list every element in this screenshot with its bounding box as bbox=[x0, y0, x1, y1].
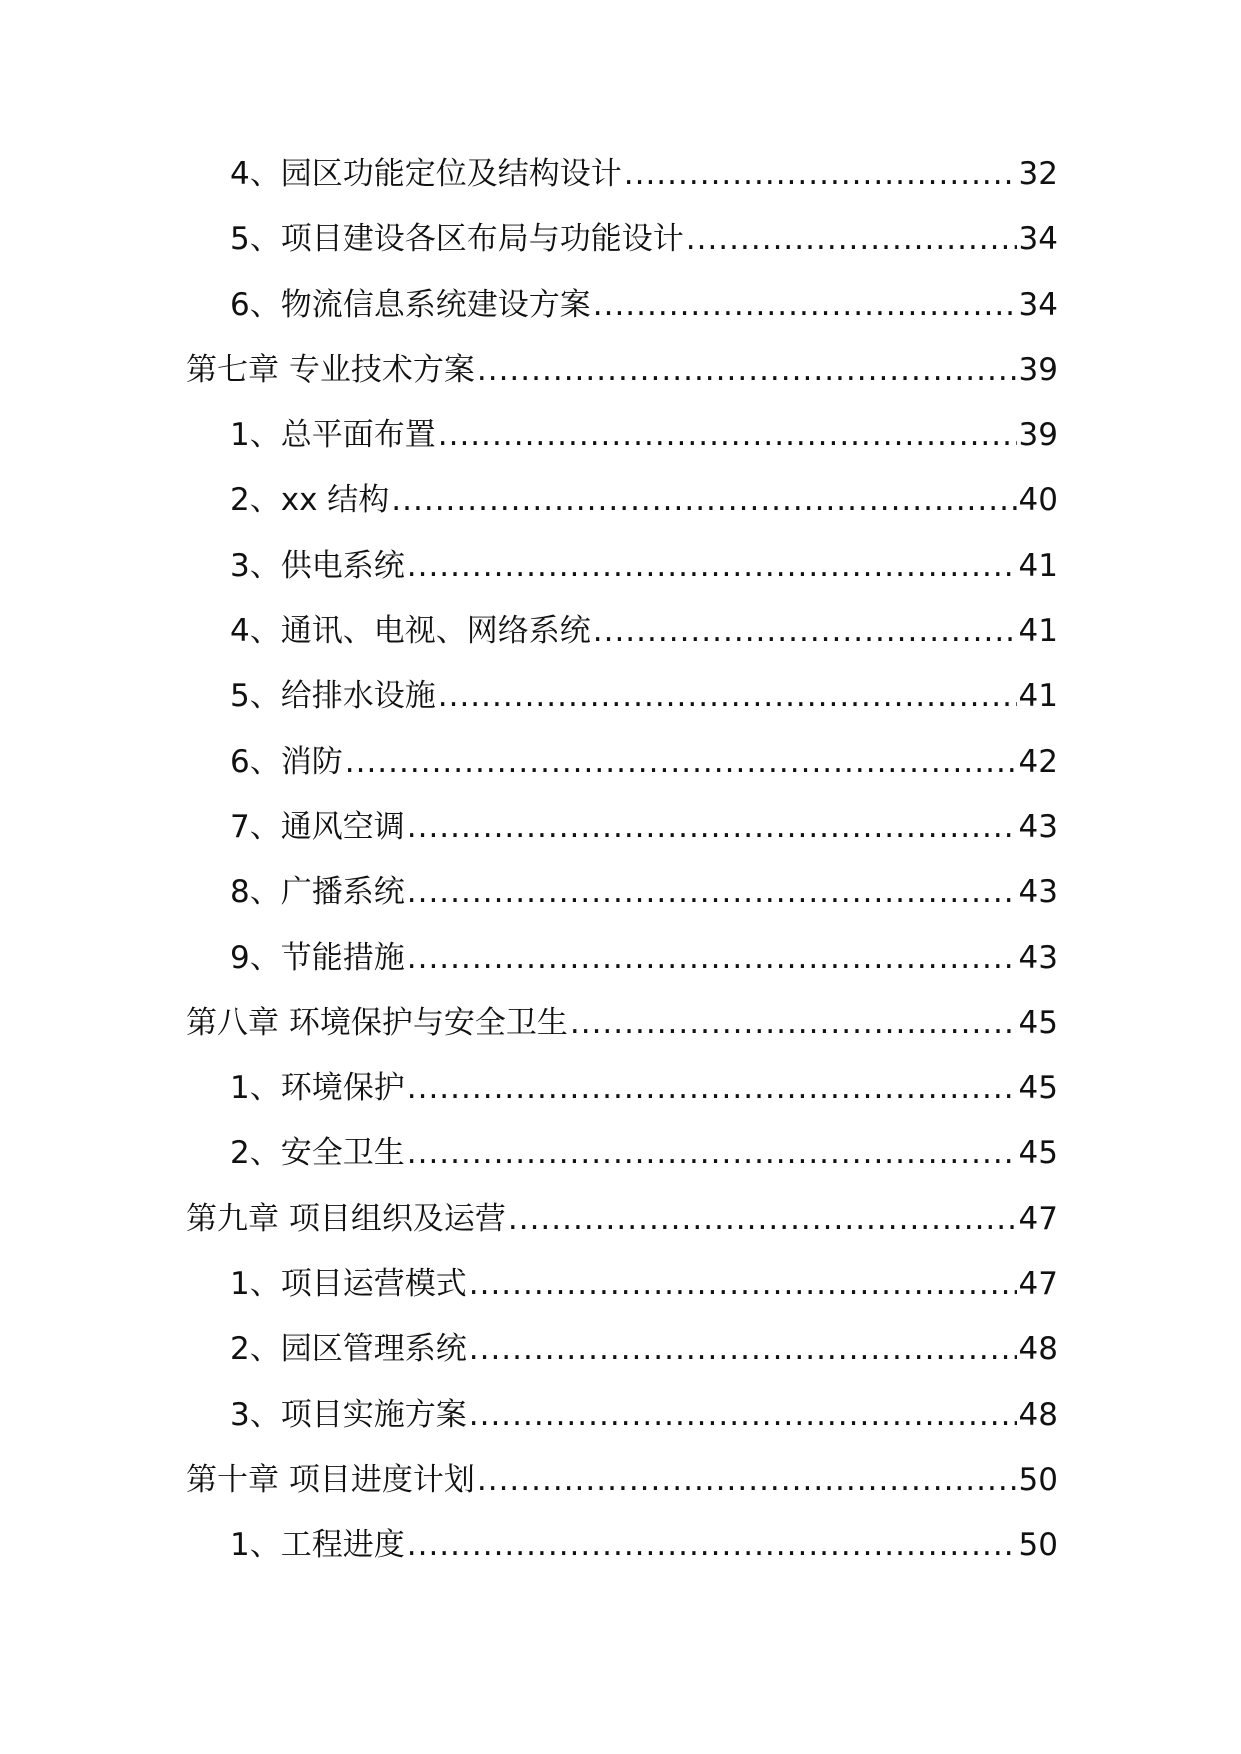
toc-entry[interactable] bbox=[0, 742, 1058, 807]
toc-entry-title: 第九章 项目组织及运营 bbox=[186, 1200, 506, 1237]
toc-entry-page: 45 bbox=[1018, 1004, 1058, 1041]
toc-dot-leader bbox=[469, 1264, 1017, 1304]
toc-dot-leader bbox=[407, 1525, 1017, 1565]
toc-entry-title: 2、xx 结构 bbox=[230, 482, 390, 519]
toc-entry[interactable] bbox=[0, 154, 1058, 219]
toc-entry-title: 1、工程进度 bbox=[230, 1527, 405, 1564]
toc-dot-leader bbox=[469, 1329, 1017, 1369]
toc-entry-title: 5、项目建设各区布局与功能设计 bbox=[230, 221, 684, 258]
toc-entry-title: 2、安全卫生 bbox=[230, 1135, 405, 1172]
toc-entry-page: 47 bbox=[1018, 1200, 1058, 1237]
toc-entry-title: 7、通风空调 bbox=[230, 808, 405, 845]
toc-entry-page: 39 bbox=[1018, 351, 1058, 388]
toc-dot-leader bbox=[686, 219, 1017, 259]
toc-dot-leader bbox=[477, 1460, 1017, 1500]
toc-dot-leader bbox=[407, 938, 1017, 978]
toc-entry-title: 5、给排水设施 bbox=[230, 678, 436, 715]
toc-entry-title: 8、广播系统 bbox=[230, 874, 405, 911]
toc-entry-page: 34 bbox=[1018, 221, 1058, 258]
toc-dot-leader bbox=[477, 350, 1017, 390]
toc-entry-page: 43 bbox=[1018, 874, 1058, 911]
toc-entry-page: 41 bbox=[1018, 678, 1058, 715]
toc-dot-leader bbox=[570, 1003, 1017, 1043]
toc-entry-title: 2、园区管理系统 bbox=[230, 1331, 467, 1368]
toc-entry-page: 32 bbox=[1018, 156, 1058, 192]
toc-entry-page: 48 bbox=[1018, 1331, 1058, 1368]
toc-entry-page: 41 bbox=[1018, 547, 1058, 584]
toc-entry[interactable] bbox=[0, 676, 1058, 741]
toc-entry[interactable] bbox=[0, 415, 1058, 480]
toc-dot-leader bbox=[407, 546, 1017, 586]
toc-entry-title: 1、总平面布置 bbox=[230, 417, 436, 454]
toc-entry-page: 34 bbox=[1018, 286, 1058, 323]
toc-entry-title: 第八章 环境保护与安全卫生 bbox=[186, 1004, 568, 1041]
toc-entry-page: 47 bbox=[1018, 1266, 1058, 1303]
toc-entry-page: 48 bbox=[1018, 1396, 1058, 1433]
toc-entry[interactable] bbox=[0, 1133, 1058, 1198]
toc-chapter-entry[interactable] bbox=[0, 1199, 1058, 1264]
toc-entry[interactable] bbox=[0, 219, 1058, 284]
toc-entry-title: 3、供电系统 bbox=[230, 547, 405, 584]
toc-entry-page: 45 bbox=[1018, 1135, 1058, 1172]
toc-entry[interactable] bbox=[0, 611, 1058, 676]
toc-dot-leader bbox=[407, 872, 1017, 912]
toc-entry-title: 6、物流信息系统建设方案 bbox=[230, 286, 591, 323]
toc-entry-title: 4、园区功能定位及结构设计 bbox=[230, 156, 622, 192]
toc-entry-page: 43 bbox=[1018, 808, 1058, 845]
toc-dot-leader bbox=[508, 1199, 1017, 1239]
toc-dot-leader bbox=[438, 415, 1017, 455]
toc-entry-title: 6、消防 bbox=[230, 743, 343, 780]
toc-entry[interactable] bbox=[0, 938, 1058, 1003]
toc-entry-page: 43 bbox=[1018, 939, 1058, 976]
toc-entry[interactable] bbox=[0, 1329, 1058, 1394]
toc-dot-leader bbox=[438, 676, 1017, 716]
toc-entry[interactable] bbox=[0, 872, 1058, 937]
toc-dot-leader bbox=[593, 611, 1017, 651]
toc-dot-leader bbox=[345, 742, 1017, 782]
toc-entry[interactable] bbox=[0, 1525, 1058, 1590]
toc-entry[interactable] bbox=[0, 285, 1058, 350]
toc-entry-title: 1、项目运营模式 bbox=[230, 1266, 467, 1303]
toc-entry[interactable] bbox=[0, 1395, 1058, 1460]
toc-dot-leader bbox=[407, 807, 1017, 847]
toc-entry-page: 39 bbox=[1018, 417, 1058, 454]
toc-entry[interactable] bbox=[0, 1264, 1058, 1329]
toc-entry-title: 4、通讯、电视、网络系统 bbox=[230, 613, 591, 650]
toc-entry-title: 第十章 项目进度计划 bbox=[186, 1461, 475, 1498]
toc-entry[interactable] bbox=[0, 480, 1058, 545]
toc-entry-title: 第七章 专业技术方案 bbox=[186, 351, 475, 388]
toc-entry[interactable] bbox=[0, 546, 1058, 611]
toc-entry-page: 50 bbox=[1018, 1527, 1058, 1564]
toc-entry-title: 3、项目实施方案 bbox=[230, 1396, 467, 1433]
toc-chapter-entry[interactable] bbox=[0, 1460, 1058, 1525]
table-of-contents bbox=[0, 154, 1241, 1591]
toc-dot-leader bbox=[469, 1395, 1017, 1435]
toc-dot-leader bbox=[391, 480, 1016, 520]
toc-dot-leader bbox=[407, 1068, 1017, 1108]
toc-dot-leader bbox=[407, 1133, 1017, 1173]
toc-entry[interactable] bbox=[0, 807, 1058, 872]
toc-entry-page: 41 bbox=[1018, 613, 1058, 650]
toc-chapter-entry[interactable] bbox=[0, 350, 1058, 415]
toc-entry-page: 50 bbox=[1018, 1461, 1058, 1498]
toc-entry[interactable] bbox=[0, 1068, 1058, 1133]
toc-entry-title: 9、节能措施 bbox=[230, 939, 405, 976]
toc-entry-page: 45 bbox=[1018, 1070, 1058, 1107]
toc-entry-title: 1、环境保护 bbox=[230, 1070, 405, 1107]
toc-chapter-entry[interactable] bbox=[0, 1003, 1058, 1068]
toc-entry-page: 40 bbox=[1018, 482, 1058, 519]
toc-entry-page: 42 bbox=[1018, 743, 1058, 780]
toc-dot-leader bbox=[593, 285, 1017, 325]
toc-dot-leader bbox=[624, 154, 1017, 194]
